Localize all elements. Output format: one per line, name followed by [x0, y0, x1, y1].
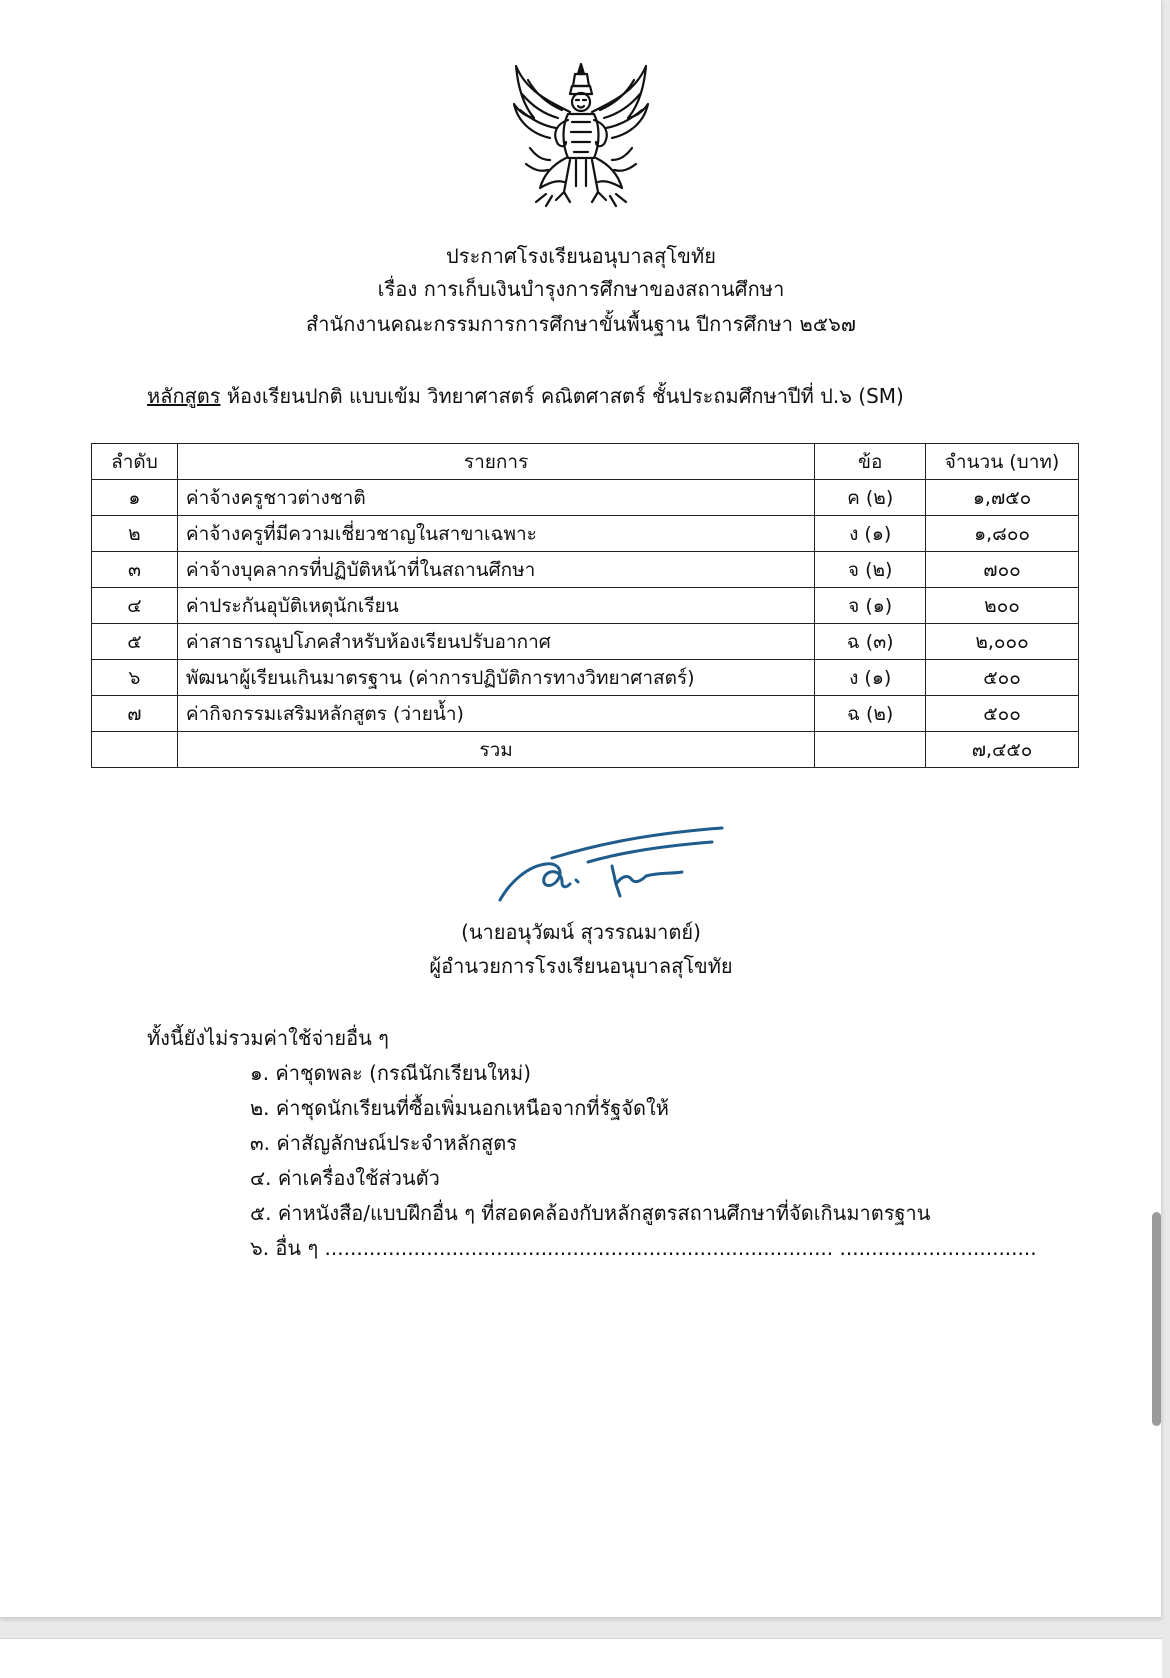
row-item: พัฒนาผู้เรียนเกินมาตรฐาน (ค่าการปฏิบัติการทางวิทยาศาสตร์)	[177, 660, 814, 696]
course-label: หลักสูตร	[147, 384, 221, 408]
signer-name: (นายอนุวัฒน์ สุวรรณมาตย์)	[461, 920, 701, 944]
row-no: ๓	[92, 552, 178, 588]
row-item: ค่าจ้างบุคลากรที่ปฏิบัติหน้าที่ในสถานศึกษา	[177, 552, 814, 588]
header-item: รายการ	[177, 444, 814, 480]
row-amount: ๕๐๐	[926, 660, 1079, 696]
row-ref: ฉ (๓)	[815, 624, 926, 660]
scrollbar-thumb[interactable]	[1152, 1212, 1161, 1426]
table-row	[92, 552, 1079, 588]
notes-list	[250, 1058, 1037, 1268]
course-text: ห้องเรียนปกติ แบบเข้ม วิทยาศาสตร์ คณิตศาสตร์ ชั้นประถมศึกษาปีที่ ป.๖ (SM)	[226, 384, 904, 408]
row-ref: ง (๑)	[815, 516, 926, 552]
table-row	[92, 696, 1079, 732]
next-page-edge	[0, 1638, 1162, 1678]
row-item: ค่ากิจกรรมเสริมหลักสูตร (ว่ายน้ำ)	[177, 696, 814, 732]
row-item: ค่าจ้างครูที่มีความเชี่ยวชาญในสาขาเฉพาะ	[177, 516, 814, 552]
row-item: ค่าจ้างครูชาวต่างชาติ	[177, 480, 814, 516]
garuda-emblem-icon	[506, 60, 656, 208]
header-ref: ข้อ	[815, 444, 926, 480]
header-amount: จำนวน (บาท)	[926, 444, 1079, 480]
total-ref-cell	[815, 732, 926, 768]
announcement-title: ประกาศโรงเรียนอนุบาลสุโขทัย	[445, 244, 717, 268]
course-line	[147, 380, 904, 412]
row-amount: ๒๐๐	[926, 588, 1079, 624]
list-item: ๔. ค่าเครื่องใช้ส่วนตัว	[250, 1166, 440, 1190]
signature-mark	[492, 822, 732, 912]
row-ref: ง (๑)	[815, 660, 926, 696]
table-row	[92, 516, 1079, 552]
list-item: ๕. ค่าหนังสือ/แบบฝึกอื่น ๆ ที่สอดคล้องกับหลักสูตรสถานศึกษาที่จัดเกินมาตรฐาน	[250, 1201, 931, 1225]
table-total-row	[92, 732, 1079, 768]
row-amount: ๗๐๐	[926, 552, 1079, 588]
fee-table	[91, 443, 1079, 768]
row-ref: ค (๒)	[815, 480, 926, 516]
signer-position: ผู้อำนวยการโรงเรียนอนุบาลสุโขทัย	[429, 954, 733, 978]
notes-heading: ทั้งนี้ยังไม่รวมค่าใช้จ่ายอื่น ๆ	[147, 1026, 389, 1050]
row-amount: ๑,๗๕๐	[926, 480, 1079, 516]
list-item: ๓. ค่าสัญลักษณ์ประจำหลักสูตร	[250, 1131, 517, 1155]
row-amount: ๑,๘๐๐	[926, 516, 1079, 552]
table-header-row	[92, 444, 1079, 480]
row-no: ๑	[92, 480, 178, 516]
row-no: ๔	[92, 588, 178, 624]
row-item: ค่าประกันอุบัติเหตุนักเรียน	[177, 588, 814, 624]
row-no: ๒	[92, 516, 178, 552]
row-no: ๕	[92, 624, 178, 660]
total-label: รวม	[177, 732, 814, 768]
row-item: ค่าสาธารณูปโภคสำหรับห้องเรียนปรับอากาศ	[177, 624, 814, 660]
table-row	[92, 480, 1079, 516]
table-row	[92, 588, 1079, 624]
announcement-office-year: สำนักงานคณะกรรมการการศึกษาขั้นพื้นฐาน ปีการศึกษา ๒๕๖๗	[305, 312, 857, 336]
row-ref: จ (๑)	[815, 588, 926, 624]
row-ref: ฉ (๒)	[815, 696, 926, 732]
row-amount: ๒,๐๐๐	[926, 624, 1079, 660]
total-amount: ๗,๔๕๐	[926, 732, 1079, 768]
list-item: ๖. อื่น ๆ ................................................................................ ...............................	[250, 1236, 1037, 1260]
list-item: ๑. ค่าชุดพละ (กรณีนักเรียนใหม่)	[250, 1061, 532, 1085]
table-row	[92, 660, 1079, 696]
table-row	[92, 624, 1079, 660]
row-amount: ๕๐๐	[926, 696, 1079, 732]
row-no: ๖	[92, 660, 178, 696]
list-item: ๒. ค่าชุดนักเรียนที่ซื้อเพิ่มนอกเหนือจากที่รัฐจัดให้	[250, 1096, 669, 1120]
row-no: ๗	[92, 696, 178, 732]
total-no-cell	[92, 732, 178, 768]
announcement-subject: เรื่อง การเก็บเงินบำรุงการศึกษาของสถานศึกษา	[377, 277, 785, 301]
row-ref: จ (๒)	[815, 552, 926, 588]
header-no: ลำดับ	[92, 444, 178, 480]
